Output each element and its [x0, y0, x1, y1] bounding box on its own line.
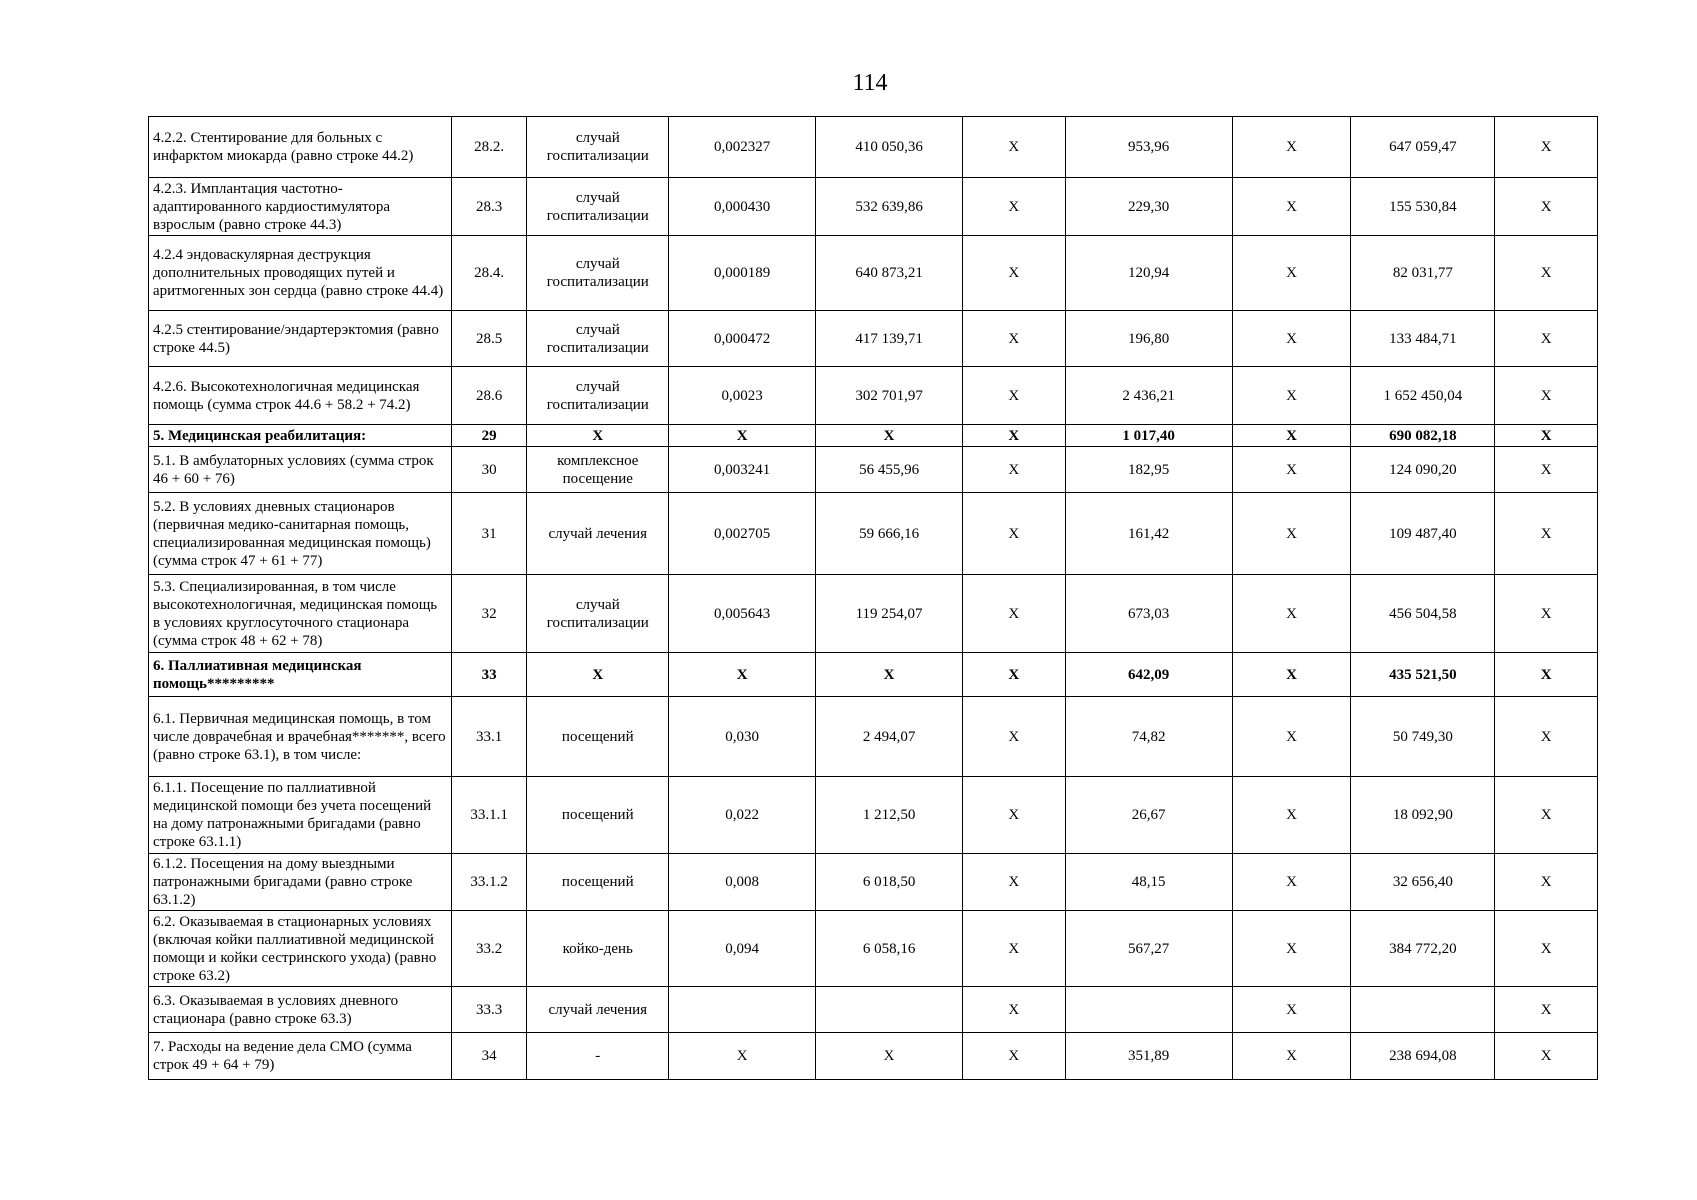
- cost-norm-cell: 302 701,97: [816, 367, 963, 425]
- per-capita-budget-cell: X: [963, 777, 1066, 854]
- unit-cell: -: [527, 1033, 669, 1080]
- row-number-cell: 28.2.: [451, 117, 526, 178]
- oms-total-cell: 82 031,77: [1351, 236, 1495, 311]
- cost-norm-cell: 6 058,16: [816, 911, 963, 987]
- budget-total-cell: X: [1232, 493, 1351, 575]
- unit-cell: случай госпитализации: [527, 236, 669, 311]
- table-row: [149, 117, 1598, 178]
- per-capita-budget-cell: X: [963, 178, 1066, 236]
- row-name-cell: 6. Паллиативная медицинская помощь*********: [149, 653, 452, 697]
- per-capita-oms-cell: 673,03: [1065, 575, 1232, 653]
- row-number-cell: 28.5: [451, 311, 526, 367]
- oms-total-cell: 690 082,18: [1351, 425, 1495, 447]
- volume-norm-cell: 0,002705: [669, 493, 816, 575]
- budget-total-cell: X: [1232, 575, 1351, 653]
- share-cell: X: [1495, 777, 1598, 854]
- budget-total-cell: X: [1232, 367, 1351, 425]
- table-body: [149, 117, 1598, 1080]
- table-row: [149, 987, 1598, 1033]
- share-cell: X: [1495, 1033, 1598, 1080]
- cost-norm-cell: 56 455,96: [816, 447, 963, 493]
- oms-total-cell: 647 059,47: [1351, 117, 1495, 178]
- row-number-cell: 33.2: [451, 911, 526, 987]
- budget-total-cell: X: [1232, 425, 1351, 447]
- cost-norm-cell: 410 050,36: [816, 117, 963, 178]
- volume-norm-cell: 0,002327: [669, 117, 816, 178]
- row-number-cell: 28.3: [451, 178, 526, 236]
- per-capita-budget-cell: X: [963, 367, 1066, 425]
- budget-total-cell: X: [1232, 117, 1351, 178]
- row-name-cell: 6.3. Оказываемая в условиях дневного стационара (равно строке 63.3): [149, 987, 452, 1033]
- unit-cell: случай госпитализации: [527, 117, 669, 178]
- volume-norm-cell: 0,094: [669, 911, 816, 987]
- share-cell: X: [1495, 425, 1598, 447]
- row-name-cell: 5.2. В условиях дневных стационаров (первичная медико-санитарная помощь, специализированная медицинская помощь) (сумма строк 47 + 61 + 77): [149, 493, 452, 575]
- per-capita-oms-cell: 351,89: [1065, 1033, 1232, 1080]
- budget-total-cell: X: [1232, 854, 1351, 911]
- unit-cell: посещений: [527, 697, 669, 777]
- table-row: [149, 854, 1598, 911]
- volume-norm-cell: 0,005643: [669, 575, 816, 653]
- budget-total-cell: X: [1232, 236, 1351, 311]
- row-number-cell: 33.1: [451, 697, 526, 777]
- per-capita-oms-cell: 182,95: [1065, 447, 1232, 493]
- share-cell: X: [1495, 311, 1598, 367]
- oms-total-cell: 238 694,08: [1351, 1033, 1495, 1080]
- row-number-cell: 28.4.: [451, 236, 526, 311]
- unit-cell: койко-день: [527, 911, 669, 987]
- budget-total-cell: X: [1232, 178, 1351, 236]
- row-name-cell: 4.2.5 стентирование/эндартерэктомия (равно строке 44.5): [149, 311, 452, 367]
- row-number-cell: 33.1.1: [451, 777, 526, 854]
- share-cell: X: [1495, 117, 1598, 178]
- share-cell: X: [1495, 575, 1598, 653]
- table-row: [149, 697, 1598, 777]
- unit-cell: случай госпитализации: [527, 178, 669, 236]
- oms-total-cell: 50 749,30: [1351, 697, 1495, 777]
- row-number-cell: 34: [451, 1033, 526, 1080]
- per-capita-budget-cell: X: [963, 854, 1066, 911]
- share-cell: X: [1495, 987, 1598, 1033]
- volume-norm-cell: X: [669, 653, 816, 697]
- unit-cell: случай госпитализации: [527, 367, 669, 425]
- row-number-cell: 33: [451, 653, 526, 697]
- share-cell: X: [1495, 236, 1598, 311]
- unit-cell: посещений: [527, 777, 669, 854]
- table-row: [149, 236, 1598, 311]
- per-capita-budget-cell: X: [963, 987, 1066, 1033]
- unit-cell: случай лечения: [527, 493, 669, 575]
- cost-norm-cell: 59 666,16: [816, 493, 963, 575]
- oms-total-cell: 155 530,84: [1351, 178, 1495, 236]
- row-name-cell: 4.2.6. Высокотехнологичная медицинская помощь (сумма строк 44.6 + 58.2 + 74.2): [149, 367, 452, 425]
- per-capita-budget-cell: X: [963, 1033, 1066, 1080]
- table-row: [149, 425, 1598, 447]
- table-row: [149, 911, 1598, 987]
- per-capita-budget-cell: X: [963, 653, 1066, 697]
- row-name-cell: 4.2.4 эндоваскулярная деструкция дополнительных проводящих путей и аритмогенных зон сердца (равно строке 44.4): [149, 236, 452, 311]
- share-cell: X: [1495, 178, 1598, 236]
- cost-norm-cell: X: [816, 425, 963, 447]
- row-name-cell: 4.2.2. Стентирование для больных с инфарктом миокарда (равно строке 44.2): [149, 117, 452, 178]
- data-table: [148, 116, 1598, 1080]
- share-cell: X: [1495, 911, 1598, 987]
- per-capita-budget-cell: X: [963, 117, 1066, 178]
- row-name-cell: 6.1.2. Посещения на дому выездными патронажными бригадами (равно строке 63.1.2): [149, 854, 452, 911]
- volume-norm-cell: X: [669, 1033, 816, 1080]
- share-cell: X: [1495, 697, 1598, 777]
- table-row: [149, 367, 1598, 425]
- table-row: [149, 311, 1598, 367]
- table-row: [149, 653, 1598, 697]
- unit-cell: случай госпитализации: [527, 575, 669, 653]
- share-cell: X: [1495, 447, 1598, 493]
- row-name-cell: 6.2. Оказываемая в стационарных условиях (включая койки паллиативной медицинской помощи и койки сестринского ухода) (равно строке 63.2): [149, 911, 452, 987]
- share-cell: X: [1495, 493, 1598, 575]
- volume-norm-cell: 0,0023: [669, 367, 816, 425]
- oms-total-cell: 18 092,90: [1351, 777, 1495, 854]
- oms-total-cell: 124 090,20: [1351, 447, 1495, 493]
- share-cell: X: [1495, 653, 1598, 697]
- volume-norm-cell: 0,000189: [669, 236, 816, 311]
- per-capita-oms-cell: 642,09: [1065, 653, 1232, 697]
- oms-total-cell: [1351, 987, 1495, 1033]
- per-capita-budget-cell: X: [963, 447, 1066, 493]
- oms-total-cell: 109 487,40: [1351, 493, 1495, 575]
- per-capita-oms-cell: [1065, 987, 1232, 1033]
- row-number-cell: 28.6: [451, 367, 526, 425]
- share-cell: X: [1495, 854, 1598, 911]
- oms-total-cell: 1 652 450,04: [1351, 367, 1495, 425]
- budget-total-cell: X: [1232, 987, 1351, 1033]
- unit-cell: комплексное посещение: [527, 447, 669, 493]
- per-capita-oms-cell: 953,96: [1065, 117, 1232, 178]
- row-number-cell: 33.3: [451, 987, 526, 1033]
- cost-norm-cell: X: [816, 1033, 963, 1080]
- per-capita-budget-cell: X: [963, 911, 1066, 987]
- row-name-cell: 5.1. В амбулаторных условиях (сумма строк 46 + 60 + 76): [149, 447, 452, 493]
- budget-total-cell: X: [1232, 697, 1351, 777]
- cost-norm-cell: 1 212,50: [816, 777, 963, 854]
- budget-total-cell: X: [1232, 447, 1351, 493]
- row-name-cell: 4.2.3. Имплантация частотно-адаптированного кардиостимулятора взрослым (равно строке 44.3): [149, 178, 452, 236]
- unit-cell: посещений: [527, 854, 669, 911]
- row-number-cell: 31: [451, 493, 526, 575]
- per-capita-budget-cell: X: [963, 493, 1066, 575]
- per-capita-budget-cell: X: [963, 697, 1066, 777]
- cost-norm-cell: X: [816, 653, 963, 697]
- per-capita-oms-cell: 567,27: [1065, 911, 1232, 987]
- volume-norm-cell: 0,000472: [669, 311, 816, 367]
- cost-norm-cell: 119 254,07: [816, 575, 963, 653]
- oms-total-cell: 456 504,58: [1351, 575, 1495, 653]
- budget-total-cell: X: [1232, 311, 1351, 367]
- table-row: [149, 575, 1598, 653]
- volume-norm-cell: [669, 987, 816, 1033]
- row-name-cell: 6.1. Первичная медицинская помощь, в том числе доврачебная и врачебная*******, всего (равно строке 63.1), в том числе:: [149, 697, 452, 777]
- table-row: [149, 493, 1598, 575]
- per-capita-oms-cell: 48,15: [1065, 854, 1232, 911]
- volume-norm-cell: 0,000430: [669, 178, 816, 236]
- oms-total-cell: 133 484,71: [1351, 311, 1495, 367]
- row-number-cell: 30: [451, 447, 526, 493]
- per-capita-budget-cell: X: [963, 236, 1066, 311]
- row-name-cell: 6.1.1. Посещение по паллиативной медицинской помощи без учета посещений на дому патронажными бригадами (равно строке 63.1.1): [149, 777, 452, 854]
- per-capita-oms-cell: 196,80: [1065, 311, 1232, 367]
- budget-total-cell: X: [1232, 653, 1351, 697]
- cost-norm-cell: 6 018,50: [816, 854, 963, 911]
- budget-total-cell: X: [1232, 911, 1351, 987]
- budget-total-cell: X: [1232, 777, 1351, 854]
- volume-norm-cell: 0,030: [669, 697, 816, 777]
- volume-norm-cell: X: [669, 425, 816, 447]
- cost-norm-cell: [816, 987, 963, 1033]
- cost-norm-cell: 2 494,07: [816, 697, 963, 777]
- table-row: [149, 178, 1598, 236]
- per-capita-budget-cell: X: [963, 425, 1066, 447]
- per-capita-oms-cell: 2 436,21: [1065, 367, 1232, 425]
- oms-total-cell: 384 772,20: [1351, 911, 1495, 987]
- share-cell: X: [1495, 367, 1598, 425]
- row-number-cell: 29: [451, 425, 526, 447]
- per-capita-oms-cell: 161,42: [1065, 493, 1232, 575]
- oms-total-cell: 32 656,40: [1351, 854, 1495, 911]
- per-capita-budget-cell: X: [963, 311, 1066, 367]
- cost-norm-cell: 417 139,71: [816, 311, 963, 367]
- row-number-cell: 32: [451, 575, 526, 653]
- row-name-cell: 7. Расходы на ведение дела СМО (сумма строк 49 + 64 + 79): [149, 1033, 452, 1080]
- volume-norm-cell: 0,008: [669, 854, 816, 911]
- table-row: [149, 447, 1598, 493]
- per-capita-oms-cell: 74,82: [1065, 697, 1232, 777]
- per-capita-oms-cell: 26,67: [1065, 777, 1232, 854]
- unit-cell: случай госпитализации: [527, 311, 669, 367]
- page-number: 114: [852, 70, 888, 96]
- row-name-cell: 5. Медицинская реабилитация:: [149, 425, 452, 447]
- unit-cell: X: [527, 425, 669, 447]
- table-row: [149, 1033, 1598, 1080]
- volume-norm-cell: 0,022: [669, 777, 816, 854]
- per-capita-oms-cell: 229,30: [1065, 178, 1232, 236]
- budget-total-cell: X: [1232, 1033, 1351, 1080]
- oms-total-cell: 435 521,50: [1351, 653, 1495, 697]
- table-row: [149, 777, 1598, 854]
- unit-cell: случай лечения: [527, 987, 669, 1033]
- unit-cell: X: [527, 653, 669, 697]
- row-name-cell: 5.3. Специализированная, в том числе высокотехнологичная, медицинская помощь в условиях круглосуточного стационара (сумма строк 48 + 62 + 78): [149, 575, 452, 653]
- cost-norm-cell: 640 873,21: [816, 236, 963, 311]
- cost-norm-cell: 532 639,86: [816, 178, 963, 236]
- volume-norm-cell: 0,003241: [669, 447, 816, 493]
- row-number-cell: 33.1.2: [451, 854, 526, 911]
- per-capita-oms-cell: 120,94: [1065, 236, 1232, 311]
- per-capita-budget-cell: X: [963, 575, 1066, 653]
- per-capita-oms-cell: 1 017,40: [1065, 425, 1232, 447]
